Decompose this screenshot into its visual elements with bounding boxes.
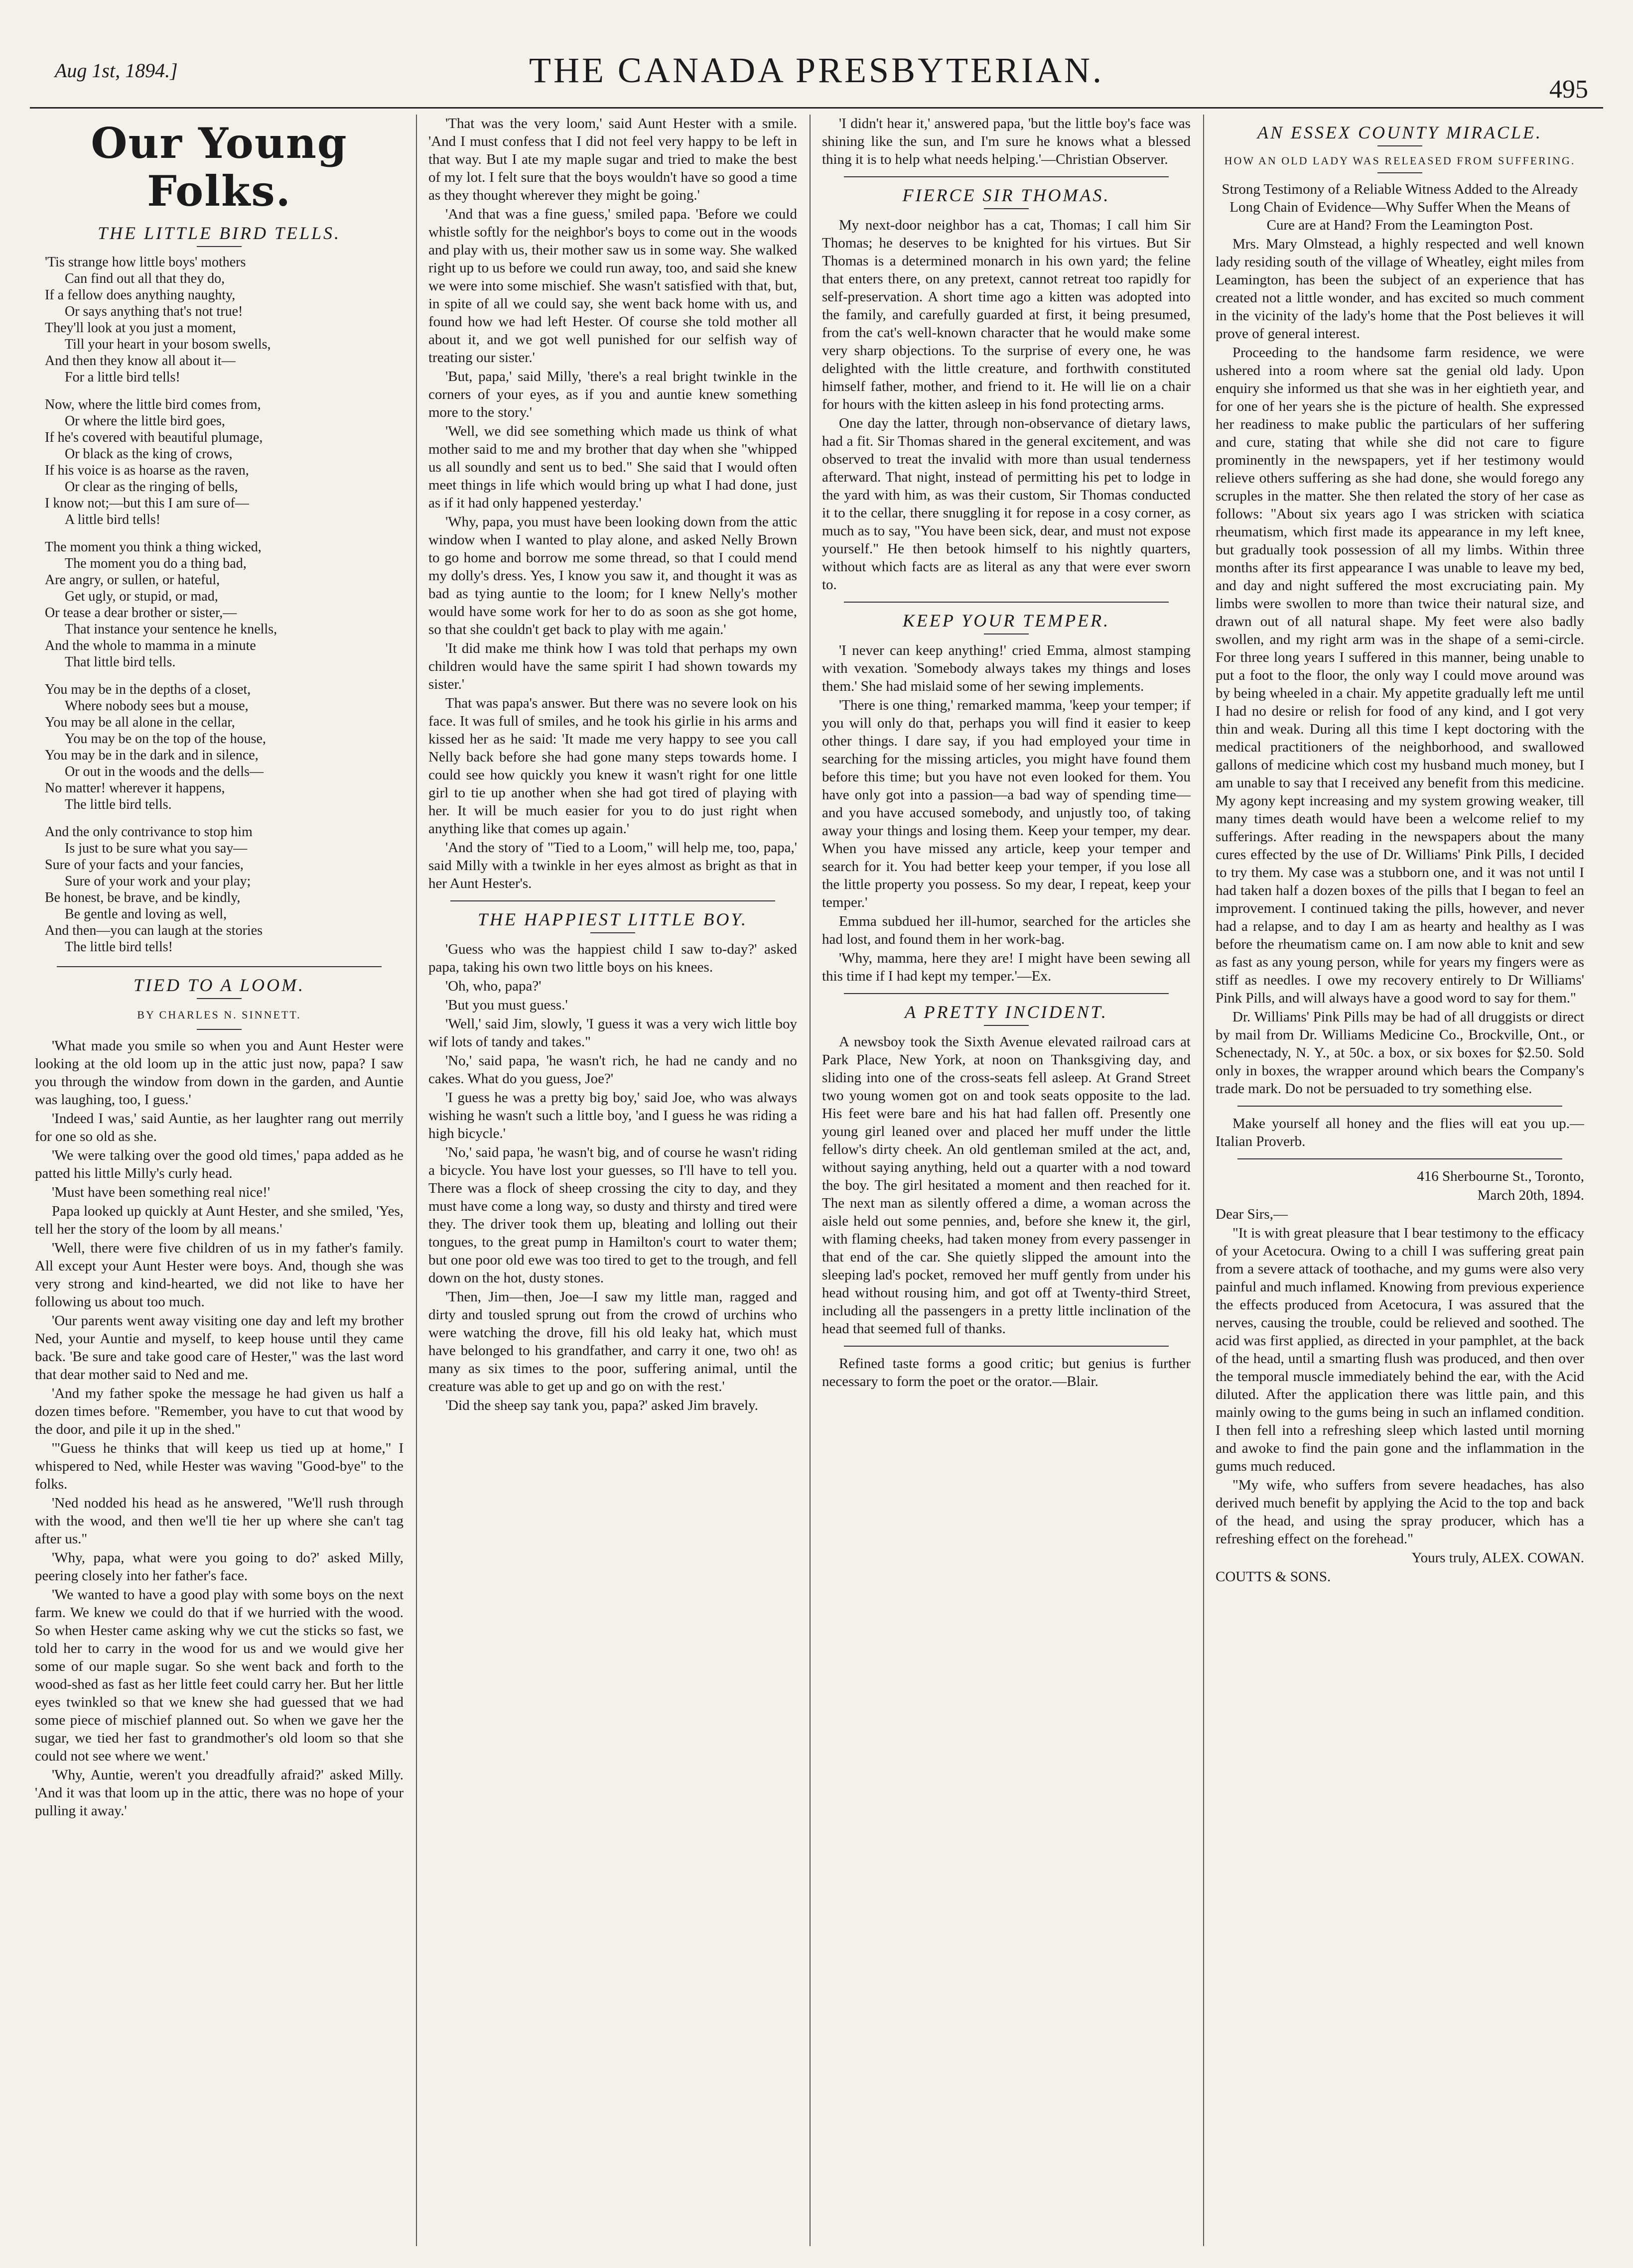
- paragraph: 'Oh, who, papa?': [445, 978, 542, 994]
- poem-line: Or says anything that's not true!: [65, 304, 243, 319]
- paragraph: 'Ned nodded his head as he answered, "We'll rush through with the wood, and then we'll tie her up where she can't tag after us.": [35, 1495, 404, 1547]
- paragraph: 'No,' said papa, 'he wasn't big, and of course he wasn't riding a bicycle. You have lost your guesses, so I'll have to tell you. There was a flock of sheep crossing the city to day, and they must have come a long way, so dusty and thirsty and tired were they. The driver took them up, bleating and lolling out their tongues, to the great pump in Hamilton's court to water them; but one poor old ewe was too tired to get to the trough, and fell down on the hot, dusty stones.: [428, 1144, 797, 1286]
- poem-line: Sure of your work and your play;: [65, 874, 251, 889]
- paragraph: "My wife, who suffers from severe headaches, has also derived much benefit by applying the Acid to the top and back of the head, and using the spray producer, which has a refreshing effect on the forehead.": [1216, 1477, 1584, 1547]
- closing-quote: Refined taste forms a good critic; but genius is further necessary to form the poet or the orator.—Blair.: [822, 1356, 1191, 1389]
- paragraph: One day the latter, through non-observance of dietary laws, had a fit. Sir Thomas shared in the general excitement, and was observed to treat the invalid with more than usual tenderness afterward. That night, instead of permitting his pet to lodge in the yard with him, as was their custom, Sir Thomas conducted it to the cellar, there snuggling it for repose in a cosy corner, as much as to say, "You have been sick, dear, and must not expose yourself." He then betook himself to his nightly quarters, without which facts are as literal as any that were ever sworn to.: [822, 415, 1191, 593]
- paragraph: 'Why, mamma, here they are! I might have been sewing all this time if I had kept my temper.'—Ex.: [822, 950, 1191, 984]
- poem-line: That little bird tells.: [65, 654, 176, 670]
- paragraph: 'And my father spoke the message he had given us half a dozen times before. "Remember, you have to cut that wood by the door, and pile it up in the shed.": [35, 1386, 404, 1437]
- poem-line: That instance your sentence he knells,: [65, 622, 277, 637]
- letter-address: 416 Sherbourne St., Toronto,: [1417, 1168, 1584, 1184]
- paragraph: 'But you must guess.': [445, 997, 568, 1013]
- title-rule: [1377, 172, 1422, 173]
- story-body: [822, 641, 1191, 985]
- title-rule: [590, 932, 635, 933]
- poem-line: A little bird tells!: [65, 512, 161, 527]
- paragraph: Proceeding to the handsome farm residence, we were ushered into a room where sat the genial old lady. Upon enquiry she informed us that she was in her eightieth year, and for one of her years she is the picture of health. She expressed her readiness to make public the particulars of her suffering and cure, stating that while she did not care to figure prominently in the newspapers, yet if her testimony would relieve others suffering as she had done, she would forego any scruples in the matter. She then related the story of her case as follows: "About six years ago I was stricken with sciatica rheumatism, which first made its appearance in my left knee, but gradually took possession of all my limbs. Within three months after its first appearance I was unable to leave my bed, and day and night suffered the most excruciating pain. My limbs were swollen to more than twice their natural size, and drawn out of all natural shape. My feet were also badly swollen, and my right arm was in the shape of a semi-circle. For three long years I suffered in this manner, being unable to put a foot to the floor, the only way I could move around was by being wheeled in a chair. My appetite gradually left me until I had no desire or relish for food of any kind, and I got very thin and weak. During all this time I kept doctoring with the medical practitioners of the neighborhood, and swallowed gallons of medicine which cost my husband much money, but I am unable to say that I received any benefit from this medicine. My agony kept increasing and my system growing weaker, till many times death would have been a welcome relief to my sufferings. After reading in the newspapers about the many cures effected by the use of Dr. Williams' Pink Pills, I decided to try them. My case was a stubborn one, and it was not until I had taken half a dozen boxes of the pills that I began to feel an improvement. I continued taking the pills, however, and never had a relapse, and to day I am as hearty and healthy as I was before the rheumatism came on. I am now able to knit and sew as fast as any young person, while for years my fingers were as stiff as needles. I owe my recovery entirely to Dr Williams' Pink Pills, and will always have a good word to say for them.": [1216, 345, 1584, 1006]
- poem-line: 'Tis strange how little boys' mothers: [45, 254, 246, 270]
- page-number: 495: [1549, 75, 1588, 104]
- poem-line: They'll look at you just a moment,: [45, 320, 236, 336]
- story-title: THE HAPPIEST LITTLE BOY.: [477, 909, 748, 929]
- paragraph: 'I never can keep anything!' cried Emma, almost stamping with vexation. 'Somebody always takes my things and loses them.' She had mislaid some of her sewing implements.: [822, 642, 1191, 694]
- article-body: [1216, 235, 1584, 1098]
- paragraph: Dr. Williams' Pink Pills may be had of all druggists or direct by mail from Dr. Williams Medicine Co., Brockville, Ont., or Schenectady, N. Y., at 50c. a box, or six boxes for $2.50. Sold only in boxes, the wrapper around which bears the Company's trade mark. Do not be persuaded to try something else.: [1216, 1009, 1584, 1097]
- poem-line: Be gentle and loving as well,: [65, 906, 227, 922]
- paragraph: Papa looked up quickly at Aunt Hester, and she smiled, 'Yes, tell her the story of the loom by all means.': [35, 1203, 404, 1237]
- poem-line: Or tease a dear brother or sister,—: [45, 605, 237, 621]
- paragraph: 'We wanted to have a good play with some boys on the next farm. We knew we could do that if we hurried with the wood. So when Hester came asking why we cut the sticks so fast, we told her to carry in the wood for us and we would give her some of our maple sugar. So she went back and forth to the wood-shed as fast as her little feet could carry her. But her little eyes twinkled so that we knew she had guessed that we had some piece of mischief planned out. So when we gave her the sugar, we tied her fast to grandmother's old loom so that she could not see where we went.': [35, 1587, 404, 1764]
- section-rule: [1237, 1106, 1562, 1107]
- poem-line: No matter! wherever it happens,: [45, 780, 225, 796]
- section-rule: [1237, 1158, 1562, 1159]
- paragraph: 'Guess who was the happiest child I saw to-day?' asked papa, taking his own two little boys on his knees.: [428, 941, 797, 975]
- paragraph: "It is with great pleasure that I bear testimony to the efficacy of your Acetocura. Owing to a chill I was suffering great pain from a severe attack of toothache, and my gums were also very painful and much inflamed. Knowing from previous experience the effects produced from Acetocura, I was assured that the nerves, causing the trouble, could be relieved and soothed. The acid was first applied, as directed in your pamphlet, at the back of the head, until a smarting flush was produced, and then over the temporal muscle immediately behind the ear, with the Acid diluted. After the application there was little pain, and this mainly owing to the gums being in such an inflamed condition. I then fell into a refreshing sleep which lasted until morning and awoke to find the pain gone and the inflammation in the gums much reduced.: [1216, 1225, 1584, 1474]
- title-rule: [197, 246, 242, 247]
- paragraph: 'It did make me think how I was told that perhaps my own children would have the same spirit I had shown towards my sister.': [428, 640, 797, 692]
- poem-stanza: [45, 396, 404, 528]
- poem-line: The moment you do a thing bad,: [65, 556, 247, 571]
- paragraph: 'There is one thing,' remarked mamma, 'keep your temper; if you will only do that, perhaps you will find it easier to keep other things. I dare say, if you had employed your time in searching for the missing articles, you might have found them before this time; but you have not even looked for them. You have only got into a passion—a bad way of spending time—and you have accused somebody, and unjustly too, of taking away your things and losing them. Keep your temper, my dear. When you have missed any article, keep your temper and search for it. You had better keep your temper, if you lose all the little property you possess. So my dear, I repeat, keep your temper.': [822, 697, 1191, 910]
- header-rule: [30, 107, 1603, 109]
- poem-line: If a fellow does anything naughty,: [45, 287, 236, 303]
- poem-title: THE LITTLE BIRD TELLS.: [97, 223, 341, 243]
- poem-line: If he's covered with beautiful plumage,: [45, 430, 263, 445]
- section-rule: [844, 176, 1168, 177]
- column-divider: [810, 115, 811, 2246]
- section-rule: [844, 602, 1168, 603]
- letter-footer: COUTTS & SONS.: [1216, 1569, 1331, 1585]
- paragraph: 'Well, there were five children of us in my father's family. All except your Aunt Hester were boys. And, though she was very strong and kind-hearted, we did not like to have her following us about too much.: [35, 1240, 404, 1310]
- story-body: [822, 1033, 1191, 1338]
- poem-line: Can find out all that they do,: [65, 271, 225, 286]
- story-title: FIERCE SIR THOMAS.: [902, 185, 1110, 205]
- paragraph: 'I guess he was a pretty big boy,' said Joe, who was always wishing he wasn't such a little boy, 'and I guess he was riding a high bicycle.': [428, 1090, 797, 1141]
- title-rule: [1377, 145, 1422, 146]
- column-4: [1216, 115, 1584, 2256]
- letter-body: [1216, 1224, 1584, 1548]
- poem-line: Till your heart in your bosom swells,: [65, 337, 271, 352]
- poem-line: Where nobody sees but a mouse,: [65, 698, 249, 714]
- story-body: [428, 940, 797, 1414]
- poem-line: Sure of your facts and your fancies,: [45, 857, 244, 873]
- byline: BY CHARLES N. SINNETT.: [137, 1008, 301, 1021]
- poem: [45, 254, 404, 955]
- paragraph: 'Our parents went away visiting one day and left my brother Ned, your Auntie and myself, to keep house until they came back. 'Be sure and take good care of Hester," was the last word that dear mother said to Ned and me.: [35, 1313, 404, 1383]
- column-3: [822, 115, 1191, 2256]
- paragraph: 'Well,' said Jim, slowly, 'I guess it was a very wich little boy wif lots of tandy and takes.": [428, 1016, 797, 1050]
- paragraph: 'And that was a fine guess,' smiled papa. 'Before we could whistle softly for the neighbor's boys to come out in the woods and play with us, their mother saw us in some way. She walked right up to us before we could run away, too, and said she knew we were into some mischief. She wasn't satisfied with that, but, in spite of all we could say, she went back home with us, and found how we had left Hester. Of course she told mother all about it, and we got well punished for our selfish way of treating our sister.': [428, 206, 797, 366]
- paragraph: 'I didn't hear it,' answered papa, 'but the little boy's face was shining like the sun, and I'm sure he knows what a blessed thing it is to help what needs helping.'—Christian Observer.: [822, 116, 1191, 167]
- paragraph: A newsboy took the Sixth Avenue elevated railroad cars at Park Place, New York, at noon on Thanksgiving day, and sliding into one of the cross-seats fell asleep. At Grand Street two young women got on and took seats opposite to the lad. His feet were bare and his hat had fallen off. Presently one young girl leaned over and placed her muff under the little fellow's dirty cheek. An old gentleman smiled at the act, and, without saying anything, held out a quarter with a nod toward the boy. The girl hesitated a moment and then reached for it. The next man as silently offered a dime, a woman across the aisle held out some pennies, and, before she knew it, the girl, with flaming cheeks, had taken money from every passenger in that end of the car. She quietly slipped the amount into the sleeping lad's pocket, removed her muff gently from under his head without rousing him, and got off at Twenty-third Street, including all the passengers in a pretty little inclination of the head that seemed full of thanks.: [822, 1034, 1191, 1337]
- paragraph: 'Must have been something real nice!': [52, 1184, 271, 1200]
- title-rule: [984, 1025, 1029, 1026]
- paragraph: 'What made you smile so when you and Aunt Hester were looking at the old loom up in the attic just now, papa? I saw you through the window from down in the garden, and Auntie was laughing, too, I guess.': [35, 1038, 404, 1108]
- article-subtitle: HOW AN OLD LADY WAS RELEASED FROM SUFFERING.: [1224, 154, 1576, 167]
- poem-line: And the whole to mamma in a minute: [45, 638, 256, 653]
- poem-line: Are angry, or sullen, or hateful,: [45, 572, 220, 588]
- column-1: [35, 115, 404, 2256]
- poem-line: And then they know all about it—: [45, 353, 236, 369]
- paragraph: 'But, papa,' said Milly, 'there's a real bright twinkle in the corners of your eyes, as if you and auntie knew something more to the story.': [428, 369, 797, 420]
- poem-line: For a little bird tells!: [65, 370, 180, 385]
- paragraph: My next-door neighbor has a cat, Thomas; I call him Sir Thomas; he deserves to be knighted for his virtues. But Sir Thomas is a determined monarch in his own yard; the feline that enters there, on any pretext, cannot retreat too rapidly for self-preservation. A short time ago a kitten was adopted into the family, and carefully guarded at first, it being presumed, from the cat's well-known character that he would make some very sharp objections. To the surprise of every one, he was delighted with the little creature, and forthwith constituted himself father, mother, and friend to it. He will lie on a chair for hours with the kitten asleep in his fond protecting arms.: [822, 217, 1191, 412]
- poem-line: I know not;—but this I am sure of—: [45, 496, 249, 511]
- letter-date: March 20th, 1894.: [1477, 1187, 1584, 1203]
- paragraph: Mrs. Mary Olmstead, a highly respected and well known lady residing south of the village of Wheatley, eight miles from Leamington, has been the subject of an experience that has created not a little wonder, and has excited so much comment in the vicinity of the lady's home that the Post believes it will prove of general interest.: [1216, 236, 1584, 342]
- paragraph: 'And the story of "Tied to a Loom," will help me, too, papa,' said Milly with a twinkle in her eyes almost as bright as that in her Aunt Hester's.: [428, 840, 797, 891]
- poem-line: Or out in the woods and the dells—: [65, 764, 264, 779]
- poem-line: If his voice is as hoarse as the raven,: [45, 463, 249, 478]
- paragraph: 'Then, Jim—then, Joe—I saw my little man, ragged and dirty and tousled sprung out from the crowd of urchins who were watching the drove, fill his old leaky hat, which must have belonged to his grandfather, and carry it one, two oh! as many as six times to the poor, suffering animal, until the creature was able to get up and go on with the rest.': [428, 1289, 797, 1394]
- article-title: AN ESSEX COUNTY MIRACLE.: [1257, 123, 1542, 142]
- article-deck: Strong Testimony of a Reliable Witness Added to the Already Long Chain of Evidence—Why Suffer When the Means of Cure are at Hand? From the Leamington Post.: [1222, 181, 1578, 233]
- page-header: [30, 45, 1603, 105]
- poem-line: You may be in the depths of a closet,: [45, 682, 251, 697]
- paragraph: 'We were talking over the good old times,' papa added as he patted his little Milly's curly head.: [35, 1147, 404, 1181]
- poem-line: You may be on the top of the house,: [65, 731, 266, 747]
- column-2: [428, 115, 797, 2256]
- title-rule: [197, 1029, 242, 1030]
- title-rule: [197, 998, 242, 999]
- paragraph: 'Why, papa, what were you going to do?' asked Milly, peering closely into her father's face.: [35, 1550, 404, 1584]
- poem-stanza: [45, 539, 404, 670]
- paragraph: 'Did the sheep say tank you, papa?' asked Jim bravely.: [445, 1397, 758, 1413]
- poem-line: Get ugly, or stupid, or mad,: [65, 589, 218, 604]
- proverb: Make yourself all honey and the flies will eat you up.—Italian Proverb.: [1216, 1116, 1584, 1149]
- story-title: TIED TO A LOOM.: [133, 975, 305, 995]
- poem-line: You may be all alone in the cellar,: [45, 715, 235, 730]
- section-rule: [450, 900, 775, 901]
- paragraph: Emma subdued her ill-humor, searched for the articles she had lost, and found them in her work-bag.: [822, 913, 1191, 947]
- column-divider: [416, 115, 417, 2246]
- section-rule: [57, 966, 381, 967]
- letter-signature: Yours truly, ALEX. COWAN.: [1411, 1550, 1584, 1566]
- paragraph: 'That was the very loom,' said Aunt Hester with a smile. 'And I must confess that I did not feel very happy to be left in that way. But I ate my maple sugar and tried to make the best of my lot. I felt sure that the boys wouldn't have so good a time as they thought wherever they might be going.': [428, 116, 797, 203]
- poem-line: And then—you can laugh at the stories: [45, 923, 263, 938]
- poem-stanza: [45, 254, 404, 385]
- section-rule: [844, 993, 1168, 994]
- poem-line: The little bird tells.: [65, 797, 172, 812]
- poem-line: The moment you think a thing wicked,: [45, 539, 262, 555]
- paragraph: '"Guess he thinks that will keep us tied up at home," I whispered to Ned, while Hester was waving "Good-bye" to the folks.: [35, 1440, 404, 1492]
- title-rule: [984, 633, 1029, 634]
- paragraph: 'Well, we did see something which made us think of what mother said to me and my brother that day when she "whipped us all soundly and sent us to bed." She said that I would often meet things in life which would bring up what I had done, just as if it had only happened yesterday.': [428, 423, 797, 511]
- poem-line: The little bird tells!: [65, 939, 173, 955]
- story-title: A PRETTY INCIDENT.: [905, 1002, 1108, 1022]
- story-body: [822, 216, 1191, 594]
- poem-line: And the only contrivance to stop him: [45, 824, 253, 840]
- paragraph: 'Why, Auntie, weren't you dreadfully afraid?' asked Milly. 'And it was that loom up in the attic, there was no hope of your pulling it away.': [35, 1767, 404, 1819]
- paragraph: 'Indeed I was,' said Auntie, as her laughter rang out merrily for one so old as she.: [35, 1111, 404, 1144]
- section-rule: [844, 1346, 1168, 1347]
- poem-line: Now, where the little bird comes from,: [45, 397, 261, 412]
- paragraph: 'Why, papa, you must have been looking down from the attic window when I wanted to play alone, and asked Nelly Brown to go home and borrow me some thread, so that I could mend my dolly's dress. Yes, I know you saw it, and thought it was as bad as tying auntie to the loom; for I knew Nelly's mother would have some work for her to do as soon as she got home, so that she couldn't get back to play with me again.': [428, 514, 797, 637]
- column-divider: [1203, 115, 1204, 2246]
- issue-date: Aug 1st, 1894.]: [55, 59, 178, 82]
- poem-line: Or black as the king of crows,: [65, 446, 233, 462]
- story-title: KEEP YOUR TEMPER.: [902, 611, 1110, 630]
- paragraph: That was papa's answer. But there was no severe look on his face. It was full of smiles, and he took his girlie in his arms and kissed her as he said: 'It made me very happy to see you call Nelly back before she had gone many steps towards home. I could see how quickly you knew it wasn't right for one little girl to tie up another when she had got tired of playing with her. It will be much easier for you to do just right when anything like that comes up again.': [428, 695, 797, 837]
- poem-stanza: [45, 681, 404, 813]
- story-body: [35, 1037, 404, 1820]
- title-rule: [984, 208, 1029, 209]
- letter-salutation: Dear Sirs,—: [1216, 1206, 1288, 1222]
- newspaper-title: THE CANADA PRESBYTERIAN.: [529, 50, 1104, 90]
- section-masthead: Our Young Folks.: [91, 119, 348, 216]
- poem-line: You may be in the dark and in silence,: [45, 748, 259, 763]
- paragraph: 'No,' said papa, 'he wasn't rich, he had ne candy and no cakes. What do you guess, Joe?': [428, 1053, 797, 1087]
- story-body: [428, 115, 797, 892]
- poem-line: Or clear as the ringing of bells,: [65, 479, 238, 495]
- poem-line: Or where the little bird goes,: [65, 413, 225, 429]
- poem-line: Is just to be sure what you say—: [65, 841, 248, 856]
- poem-line: Be honest, be brave, and be kindly,: [45, 890, 241, 905]
- poem-stanza: [45, 824, 404, 955]
